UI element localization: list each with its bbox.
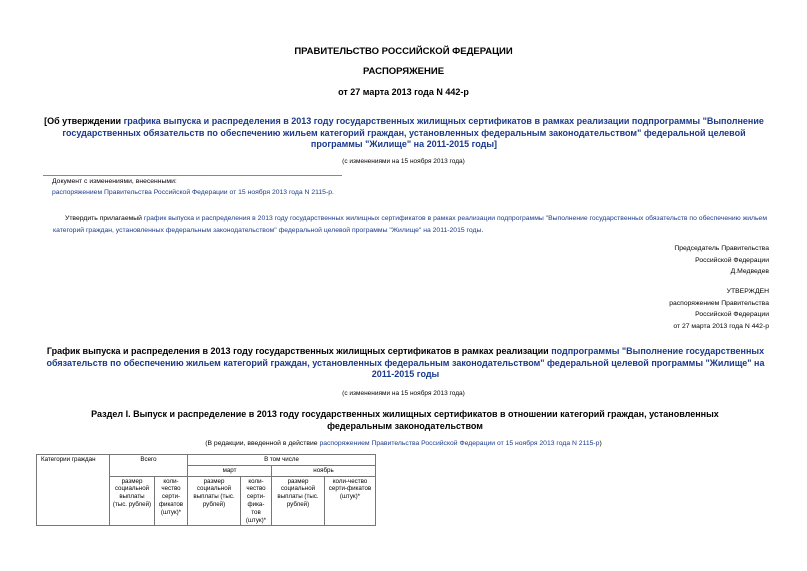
- header-total: Всего: [110, 455, 188, 477]
- signature-position: Председатель Правительства: [674, 245, 769, 252]
- schedule-title: [42, 346, 769, 381]
- approval-block: [669, 286, 769, 332]
- amendment-link[interactable]: распоряжением Правительства Российской Федерации от 15 ноября 2013 года N 2115-р.: [52, 189, 334, 196]
- edition-note-start: (В редакции, введенной в действие: [205, 440, 320, 447]
- main-paragraph: [53, 213, 767, 236]
- november-count-header: коли-чество серти-фикатов (штук)*: [325, 476, 376, 526]
- header-including: В том числе: [188, 455, 376, 466]
- edition-note-end: ): [599, 440, 602, 447]
- table-header-row: [37, 455, 376, 466]
- title-prefix: [Об утверждении: [44, 116, 124, 126]
- changes-note: (с изменениями на 15 ноября 2013 года): [342, 158, 465, 165]
- header-november: ноябрь: [272, 465, 376, 476]
- march-amount-header: размер социальной выплаты (тыс. рублей): [188, 476, 241, 526]
- signature-name: Д.Медведев: [730, 268, 769, 275]
- certificates-table: [36, 454, 376, 526]
- document-date-number: от 27 марта 2013 года N 442-р: [338, 87, 469, 97]
- schedule-title-text: График выпуска и распределения в 2013 году государственных жилищных сертификатов в рамках реализации: [46, 346, 552, 356]
- government-heading: ПРАВИТЕЛЬСТВО РОССИЙСКОЙ ФЕДЕРАЦИИ: [294, 46, 513, 57]
- header-category: Категории граждан: [37, 455, 110, 526]
- approval-label: УТВЕРЖДЕН: [726, 288, 769, 295]
- march-count-header: коли-чество серти-фика-тов (штук)*: [241, 476, 272, 526]
- document-type-heading: РАСПОРЯЖЕНИЕ: [362, 66, 445, 77]
- november-amount-header: размер социальной выплаты (тыс. рублей): [272, 476, 325, 526]
- total-count-header: коли-чество серти-фикатов (штук)*: [155, 476, 188, 526]
- subprogram-link[interactable]: подпрограммы "Выполнение государственных обязательств по обеспечению жильем категорий граждан, установленных федеральным законодательством" федеральной целевой программы "Жилище" на 2011-2015 годы: [46, 346, 765, 379]
- edition-link[interactable]: распоряжением Правительства Российской Федерации от 15 ноября 2013 года N 2115-р: [319, 440, 600, 447]
- document-changes-label: Документ с изменениями, внесенными:: [52, 178, 177, 185]
- document-title: [44, 116, 764, 151]
- paragraph-start: Утвердить прилагаемый: [65, 215, 144, 222]
- section-title: Раздел I. Выпуск и распределение в 2013 году государственных жилищных сертификатов в отношении категорий граждан, установленных федеральным законодательством: [91, 409, 719, 431]
- approval-line-3: Российской Федерации: [695, 311, 769, 318]
- title-link[interactable]: графика выпуска и распределения в 2013 году государственных жилищных сертификатов в рамках реализации подпрограммы "Выполнение государственных обязательств по обеспечению жильем категорий граждан, установленных федеральным законодательством" федеральной целевой программы "Жилище" на 2011-2015 годы]: [62, 116, 764, 149]
- paragraph-end: .: [481, 226, 484, 234]
- approval-date: от 27 марта 2013 года N 442-р: [673, 322, 769, 330]
- document-changes-box: [43, 175, 342, 203]
- signature-block: [674, 243, 769, 278]
- approval-line-2: распоряжением Правительства: [669, 299, 769, 307]
- schedule-changes-note: (с изменениями на 15 ноября 2013 года): [342, 390, 465, 397]
- total-amount-header: размер социальной выплаты (тыс. рублей): [110, 476, 155, 526]
- schedule-link[interactable]: график выпуска и распределения в 2013 году государственных жилищных сертификатов в рамках реализации подпрограммы "Выполнение государственных обязательств по обеспечению жильем категорий граждан, установленных федеральным законодательством" федеральной целевой программы "Жилище" на 2011-2015 годы: [53, 215, 768, 234]
- header-march: март: [188, 465, 272, 476]
- edition-note: [0, 440, 807, 447]
- signature-country: Российской Федерации: [695, 256, 769, 264]
